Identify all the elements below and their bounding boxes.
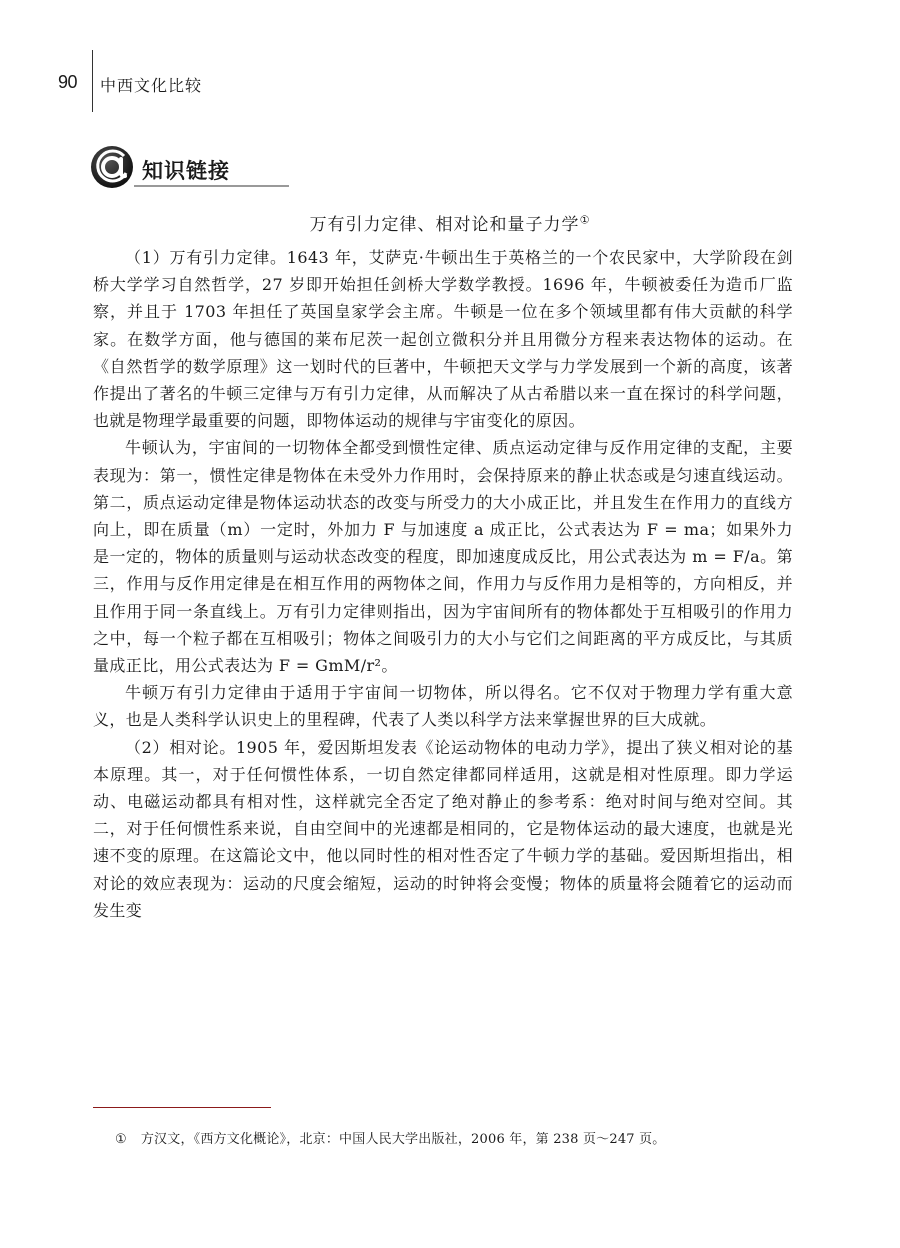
paragraph: （2）相对论。1905 年，爱因斯坦发表《论运动物体的电动力学》，提出了狭义相对论的基本原理。其一，对于任何惯性体系，一切自然定律都同样适用，这就是相对性原理。即力学运动、电磁运动都具有相对性，这样就完全否定了绝对静止的参考系：绝对时间与绝对空间。其二，对于任何惯性系来说，自由空间中的光速都是相同的，它是物体运动的最大速度，也就是光速不变的原理。在这篇论文中，他以同时性的相对性否定了牛顿力学的基础。爱因斯坦指出，相对论的效应表现为：运动的尺度会缩短，运动的时钟将会变慢；物体的质量将会随着它的运动而发生变 xyxy=(93,737,793,920)
footnote-ref: ① xyxy=(579,213,591,227)
section-banner-label: 知识链接 xyxy=(142,159,230,183)
paragraph: 牛顿万有引力定律由于适用于宇宙间一切物体，所以得名。它不仅对于物理力学有重大意义，也是人类科学认识史上的里程碑，代表了人类以科学方法来掌握世界的巨大成就。 xyxy=(93,683,793,730)
footnote xyxy=(115,1128,795,1147)
banner-underline xyxy=(134,185,289,187)
section-banner xyxy=(90,145,290,191)
at-sign-icon xyxy=(90,145,134,189)
footnote-marker: ① xyxy=(115,1132,127,1147)
running-title: 中西文化比较 xyxy=(100,76,203,95)
header-divider xyxy=(92,50,93,112)
article-body xyxy=(93,244,793,924)
article-title xyxy=(0,210,900,235)
page-number: 90 xyxy=(58,72,78,92)
footnote-divider xyxy=(93,1107,271,1108)
article-title-text: 万有引力定律、相对论和量子力学 xyxy=(309,215,580,235)
paragraph: 牛顿认为，宇宙间的一切物体全都受到惯性定律、质点运动定律与反作用定律的支配，主要表现为：第一，惯性定律是物体在未受外力作用时，会保持原来的静止状态或是匀速直线运动。第二，质点运动定律是物体运动状态的改变与所受力的大小成正比，并且发生在作用力的直线方向上，即在质量（m）一定时，外加力 F 与加速度 a 成正比，公式表达为 F = ma；如果外力是一定的，物体的质量则与运动状态改变的程度，即加速度成反比，用公式表达为 m = F/a。第三，作用与反作用定律是在相互作用的两物体之间，作用力与反作用力是相等的，方向相反，并且作用于同一条直线上。万有引力定律则指出，因为宇宙间所有的物体都处于互相吸引的作用力之中，每一个粒子都在互相吸引；物体之间吸引力的大小与它们之间距离的平方成反比，与其质量成正比，用公式表达为 F = GmM/r²。 xyxy=(93,438,793,676)
footnote-text: 方汉文，《西方文化概论》，北京：中国人民大学出版社，2006 年，第 238 页～247 页。 xyxy=(140,1132,666,1147)
paragraph: （1）万有引力定律。1643 年，艾萨克·牛顿出生于英格兰的一个农民家中，大学阶段在剑桥大学学习自然哲学，27 岁即开始担任剑桥大学数学教授。1696 年，牛顿被委任为造币厂监察，并且于 1703 年担任了英国皇家学会主席。牛顿是一位在多个领域里都有伟大贡献的科学家。在数学方面，他与德国的莱布尼茨一起创立微积分并且用微分方程来表达物体的运动。在《自然哲学的数学原理》这一划时代的巨著中，牛顿把天文学与力学发展到一个新的高度，该著作提出了著名的牛顿三定律与万有引力定律，从而解决了从古希腊以来一直在探讨的科学问题，也就是物理学最重要的问题，即物体运动的规律与宇宙变化的原因。 xyxy=(93,248,793,431)
